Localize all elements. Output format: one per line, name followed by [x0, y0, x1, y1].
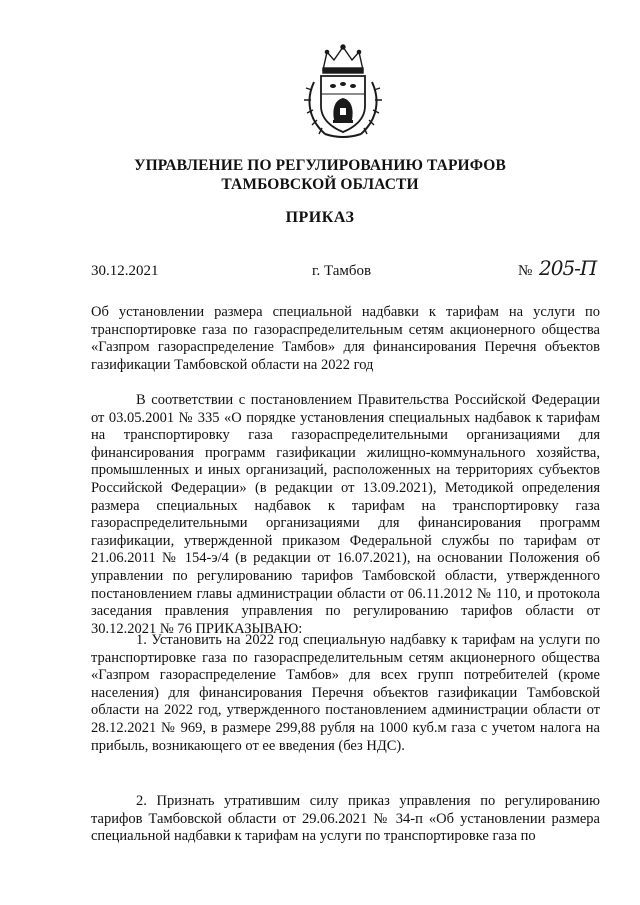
- document-type-title: ПРИКАЗ: [285, 209, 355, 226]
- order-date: 30.12.2021: [91, 263, 159, 279]
- order-item-1: 1. Установить на 2022 год специальную надбавку к тарифам на услуги по транспортировке газа по газораспределительным сетям акционерного общества «Газпром газораспределение Тамбов» для всех групп потребителей (кроме населения) для финансирования Перечня объектов газификации Тамбовской области на 2022 год, утвержденного постановлением администрации области от 28.12.2021 № 969, в размере 299,88 рубля на 1000 куб.м газа с учетом налога на прибыль, возникающего от ее введения (без НДС).: [91, 632, 600, 754]
- organization-name-line2: ТАМБОВСКОЙ ОБЛАСТИ: [221, 176, 419, 193]
- order-item-2: 2. Признать утратившим силу приказ управления по регулированию тарифов Тамбовской области от 29.06.2021 № 34-п «Об установлении размера специальной надбавки к тарифам на услуги по транспортировке газа по: [91, 793, 600, 845]
- order-number-label: №: [518, 263, 533, 279]
- order-number-handwritten: 205-П: [539, 256, 597, 280]
- organization-name-line1: УПРАВЛЕНИЕ ПО РЕГУЛИРОВАНИЮ ТАРИФОВ: [134, 157, 506, 174]
- order-subject: Об установлении размера специальной надбавки к тарифам на услуги по транспортировке газа по газораспределительным сетям акционерного общества «Газпром газораспределение Тамбов» для финансирования Перечня объектов газификации Тамбовской области на 2022 год: [91, 304, 600, 373]
- order-city: г. Тамбов: [312, 263, 372, 279]
- tambov-coat-of-arms-icon: [301, 44, 385, 140]
- preamble-paragraph: В соответствии с постановлением Правительства Российской Федерации от 03.05.2001 № 335 «О порядке установления специальных надбавок к тарифам на транспортировку газа газораспределительными организациями для финансирования программ газификации жилищно-коммунального хозяйства, промышленных и иных организаций, расположенных на территориях субъектов Российской Федерации» (в редакции от 13.09.2021), Методикой определения размера специальных надбавок к тарифам на транспортировку газа газораспределительными организациями для финансирования программ газификации, утвержденной приказом Федеральной службы по тарифам от 21.06.2011 № 154-э/4 (в редакции от 16.07.2021), на основании Положения об управлении по регулированию тарифов Тамбовской области, утвержденного постановлением главы администрации области от 06.11.2012 № 110, и протокола заседания правления управления по регулированию тарифов области от 30.12.2021 № 76 ПРИКАЗЫВАЮ:: [91, 392, 600, 637]
